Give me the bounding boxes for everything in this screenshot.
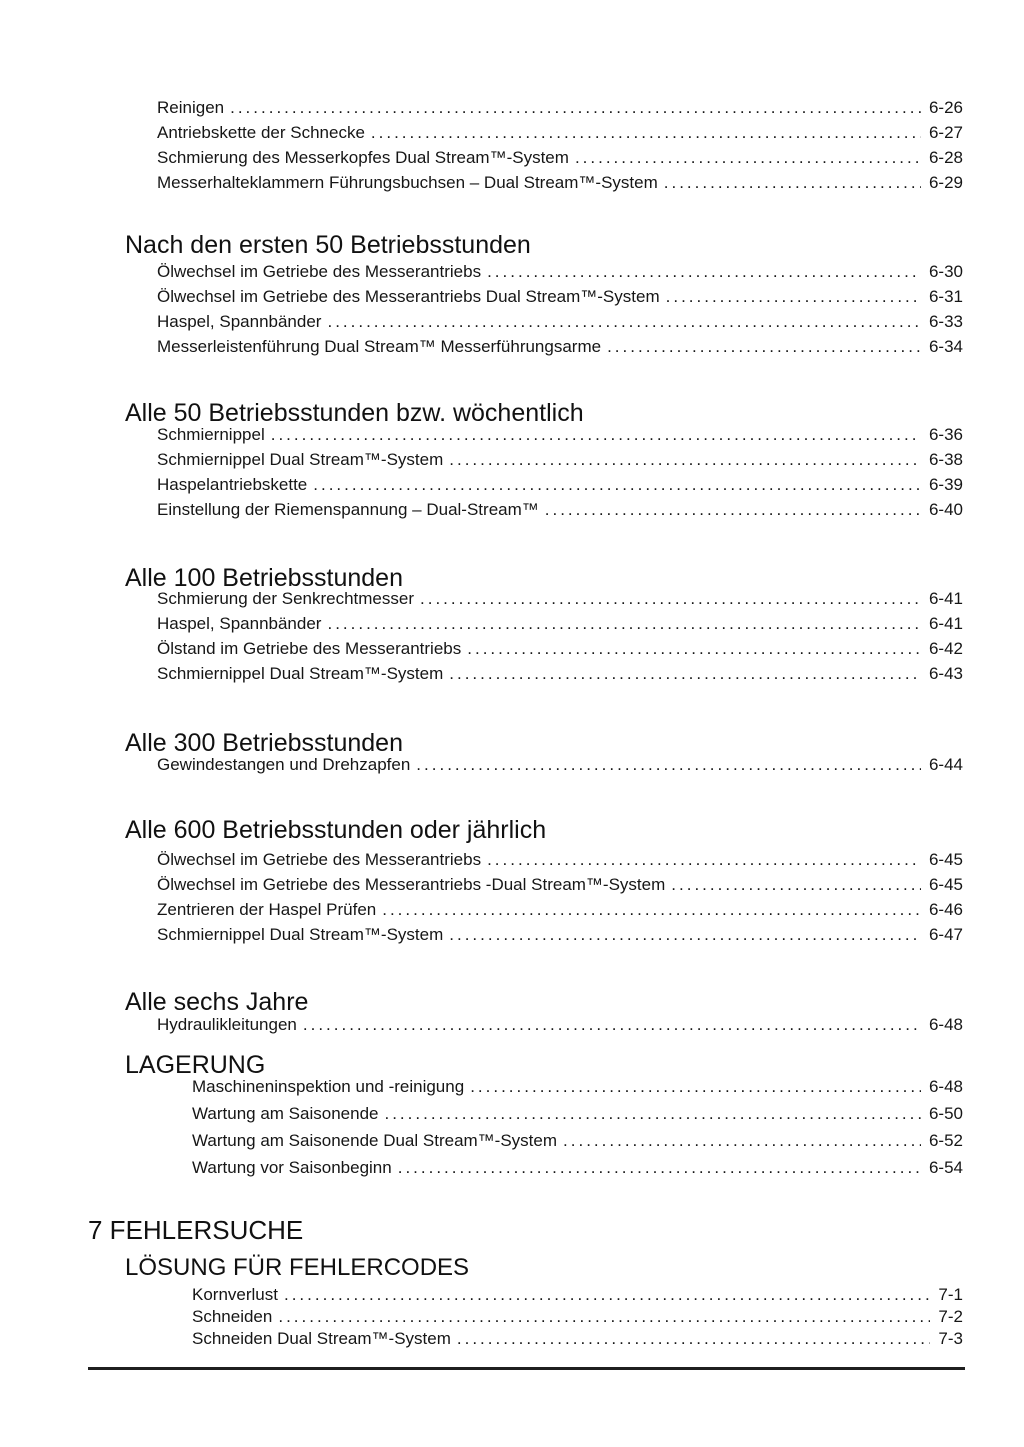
toc-entry: [192, 1073, 963, 1100]
toc-group-alle-300: [157, 752, 963, 777]
dot-leader: [563, 1127, 921, 1154]
dot-leader: [470, 1073, 921, 1100]
toc-entry-page: 6-26: [928, 98, 963, 117]
toc-entry: [157, 309, 963, 334]
dot-leader: [607, 334, 921, 359]
toc-entry-page: 6-28: [928, 148, 963, 167]
toc-entry-page: 6-47: [928, 925, 963, 944]
toc-group-alle-600: [157, 847, 963, 947]
toc-entry-label: Messerhalteklammern Führungsbuchsen – Dual Stream™-System: [157, 173, 658, 192]
toc-entry: [157, 752, 963, 777]
dot-leader: [467, 636, 921, 661]
dot-leader: [303, 1012, 921, 1037]
toc-group-alle-100: [157, 586, 963, 686]
toc-entry: [192, 1154, 963, 1181]
toc-entry-label: Wartung am Saisonende Dual Stream™-System: [192, 1131, 558, 1150]
toc-entry: [157, 922, 963, 947]
toc-entry-label: Schmierung des Messerkopfes Dual Stream™-System: [157, 148, 569, 167]
toc-entry-label: Ölwechsel im Getriebe des Messerantriebs: [157, 850, 482, 869]
toc-entry: [157, 497, 963, 522]
toc-entry-page: 7-3: [938, 1329, 963, 1348]
toc-entry-label: Haspelantriebskette: [157, 475, 308, 494]
toc-entry-label: Ölwechsel im Getriebe des Messerantriebs: [157, 262, 482, 281]
section-heading-alle-100: Alle 100 Betriebsstunden: [125, 564, 403, 592]
toc-entry: [157, 95, 963, 120]
dot-leader: [278, 1306, 930, 1328]
dot-leader: [327, 309, 921, 334]
toc-entry: [157, 120, 963, 145]
toc-entry: [157, 636, 963, 661]
toc-entry-label: Ölwechsel im Getriebe des Messerantriebs Dual Stream™-System: [157, 287, 660, 306]
toc-entry: [157, 611, 963, 636]
toc-entry-label: Wartung am Saisonende: [192, 1104, 379, 1123]
toc-entry-label: Haspel, Spannbänder: [157, 614, 322, 633]
toc-entry-label: Schmiernippel Dual Stream™-System: [157, 450, 444, 469]
toc-entry-label: Messerleistenführung Dual Stream™ Messerführungsarme: [157, 337, 602, 356]
toc-entry: [192, 1100, 963, 1127]
section-heading-nach-den-ersten-50: Nach den ersten 50 Betriebsstunden: [125, 231, 531, 259]
toc-entry: [157, 472, 963, 497]
toc-entry-label: Schneiden Dual Stream™-System: [192, 1329, 451, 1348]
toc-entry-page: 6-36: [928, 425, 963, 444]
toc-group-continued: [157, 95, 963, 195]
toc-entry-page: 7-2: [938, 1307, 963, 1326]
toc-entry-page: 6-34: [928, 337, 963, 356]
dot-leader: [416, 752, 921, 777]
toc-entry: [157, 586, 963, 611]
toc-entry-label: Gewindestangen und Drehzapfen: [157, 755, 411, 774]
dot-leader: [313, 472, 921, 497]
toc-entry-page: 6-43: [928, 664, 963, 683]
toc-entry-page: 6-44: [928, 755, 963, 774]
toc-entry: [192, 1306, 963, 1328]
toc-entry-page: 6-42: [928, 639, 963, 658]
toc-group-nach-den-ersten-50: [157, 259, 963, 359]
dot-leader: [671, 872, 921, 897]
chapter-heading-fehlersuche: 7 FEHLERSUCHE: [88, 1215, 304, 1245]
toc-entry-page: 6-30: [928, 262, 963, 281]
dot-leader: [420, 586, 921, 611]
toc-entry: [192, 1284, 963, 1306]
toc-entry-page: 6-38: [928, 450, 963, 469]
toc-entry-label: Ölstand im Getriebe des Messerantriebs: [157, 639, 462, 658]
toc-entry: [192, 1127, 963, 1154]
dot-leader: [230, 95, 921, 120]
dot-leader: [384, 1100, 920, 1127]
dot-leader: [457, 1328, 931, 1350]
toc-entry-label: Antriebskette der Schnecke: [157, 123, 365, 142]
toc-entry: [157, 170, 963, 195]
dot-leader: [487, 847, 921, 872]
dot-leader: [327, 611, 921, 636]
toc-entry-label: Schmiernippel Dual Stream™-System: [157, 925, 444, 944]
section-heading-alle-50: Alle 50 Betriebsstunden bzw. wöchentlich: [125, 399, 584, 427]
toc-entry-label: Schmierung der Senkrechtmesser: [157, 589, 415, 608]
dot-leader: [487, 259, 921, 284]
toc-entry-page: 6-31: [928, 287, 963, 306]
toc-entry-label: Ölwechsel im Getriebe des Messerantriebs -Dual Stream™-System: [157, 875, 666, 894]
toc-entry-page: 6-50: [928, 1104, 963, 1123]
dot-leader: [449, 661, 921, 686]
dot-leader: [284, 1284, 930, 1306]
toc-entry-page: 6-41: [928, 589, 963, 608]
toc-entry-label: Schmiernippel Dual Stream™-System: [157, 664, 444, 683]
toc-entry-page: 6-48: [928, 1015, 963, 1034]
section-heading-alle-sechs-jahre: Alle sechs Jahre: [125, 988, 309, 1016]
toc-entry-page: 6-45: [928, 850, 963, 869]
toc-entry-page: 6-29: [928, 173, 963, 192]
dot-leader: [545, 497, 921, 522]
toc-entry-label: Einstellung der Riemenspannung – Dual-Stream™: [157, 500, 539, 519]
dot-leader: [575, 145, 921, 170]
toc-entry: [157, 1012, 963, 1037]
dot-leader: [382, 897, 921, 922]
toc-group-alle-sechs-jahre: [157, 1012, 963, 1037]
toc-group-lagerung: [192, 1073, 963, 1181]
toc-entry: [157, 259, 963, 284]
toc-entry-page: 6-48: [928, 1077, 963, 1096]
toc-entry: [157, 847, 963, 872]
toc-entry-page: 6-33: [928, 312, 963, 331]
section-heading-alle-600: Alle 600 Betriebsstunden oder jährlich: [125, 816, 547, 844]
toc-entry-page: 6-52: [928, 1131, 963, 1150]
section-heading-lagerung: LAGERUNG: [125, 1051, 266, 1079]
toc-entry: [157, 284, 963, 309]
toc-entry-label: Schneiden: [192, 1307, 273, 1326]
toc-group-fehlercodes: [192, 1284, 963, 1350]
toc-entry-page: 6-27: [928, 123, 963, 142]
dot-leader: [271, 422, 921, 447]
toc-entry: [157, 872, 963, 897]
toc-entry-page: 6-39: [928, 475, 963, 494]
toc-entry-page: 6-40: [928, 500, 963, 519]
footer-divider: [88, 1367, 965, 1370]
toc-entry-page: 6-45: [928, 875, 963, 894]
toc-entry-page: 6-41: [928, 614, 963, 633]
toc-entry-label: Reinigen: [157, 98, 225, 117]
toc-entry-page: 6-54: [928, 1158, 963, 1177]
toc-entry-label: Kornverlust: [192, 1285, 278, 1304]
toc-entry: [157, 334, 963, 359]
toc-entry-label: Maschineninspektion und -reinigung: [192, 1077, 465, 1096]
toc-entry-label: Haspel, Spannbänder: [157, 312, 322, 331]
dot-leader: [666, 284, 921, 309]
toc-entry: [157, 897, 963, 922]
dot-leader: [449, 447, 921, 472]
section-heading-loesung-fuer-fehlercodes: LÖSUNG FÜR FEHLERCODES: [125, 1254, 470, 1281]
toc-entry: [157, 661, 963, 686]
dot-leader: [371, 120, 921, 145]
toc-entry: [192, 1328, 963, 1350]
toc-entry: [157, 422, 963, 447]
toc-entry-label: Hydraulikleitungen: [157, 1015, 297, 1034]
toc-group-alle-50: [157, 422, 963, 522]
toc-entry-label: Zentrieren der Haspel Prüfen: [157, 900, 377, 919]
dot-leader: [398, 1154, 921, 1181]
dot-leader: [449, 922, 921, 947]
dot-leader: [664, 170, 921, 195]
section-heading-alle-300: Alle 300 Betriebsstunden: [125, 729, 403, 757]
toc-entry-page: 6-46: [928, 900, 963, 919]
toc-entry-label: Wartung vor Saisonbeginn: [192, 1158, 392, 1177]
toc-entry-label: Schmiernippel: [157, 425, 265, 444]
toc-entry: [157, 447, 963, 472]
toc-entry: [157, 145, 963, 170]
toc-entry-page: 7-1: [938, 1285, 963, 1304]
